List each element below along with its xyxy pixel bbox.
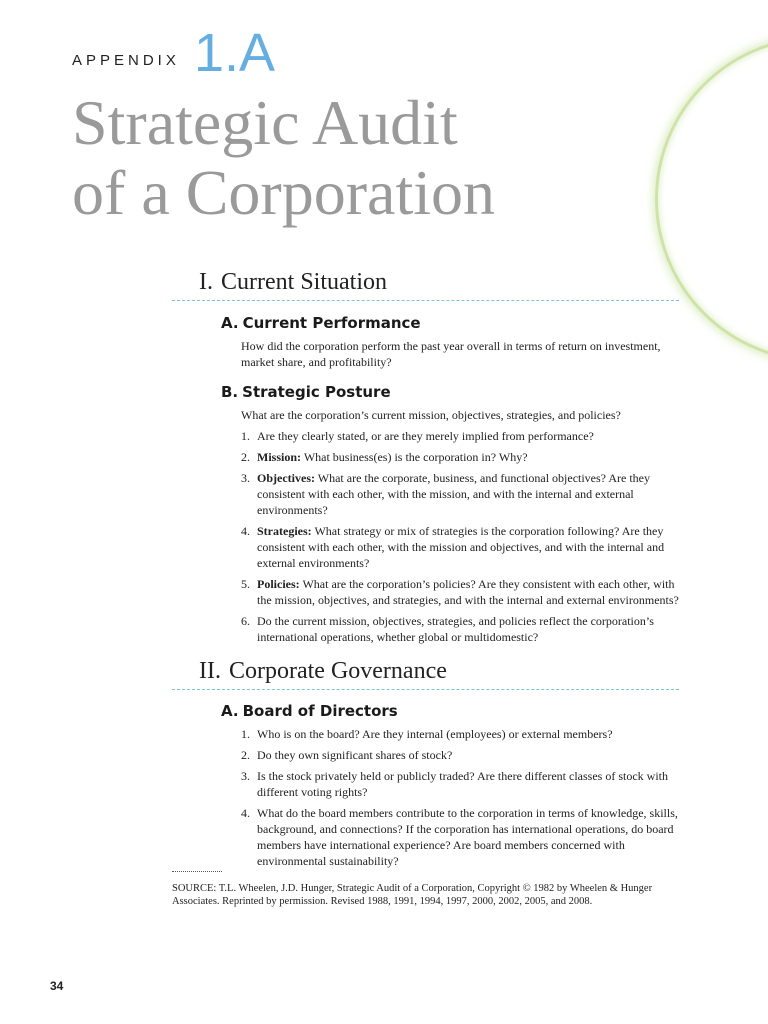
appendix-number: 1.A xyxy=(194,23,276,83)
list-item xyxy=(241,747,679,763)
subsection-letter: A. xyxy=(221,314,239,332)
list-item xyxy=(241,449,679,465)
item-text: What are the corporate, business, and functional objectives? Are they consistent with each other, with the mission, and with the internal and external environments? xyxy=(257,471,650,517)
page-title xyxy=(72,88,495,228)
appendix-label: APPENDIX xyxy=(72,52,180,69)
strategic-posture-intro: What are the corporation’s current mission, objectives, strategies, and policies? xyxy=(241,408,621,422)
item-number: 6. xyxy=(241,614,250,628)
list-item xyxy=(241,768,679,800)
item-term: Objectives: xyxy=(257,471,315,485)
item-text: Are they clearly stated, or are they merely implied from performance? xyxy=(257,429,594,443)
subsection-letter: B. xyxy=(221,383,239,401)
item-term: Strategies: xyxy=(257,524,312,538)
item-number: 1. xyxy=(241,429,250,443)
footnote-divider xyxy=(172,871,222,872)
page-title-line-1: Strategic Audit xyxy=(72,87,458,158)
list-item xyxy=(241,613,679,645)
page-number: 34 xyxy=(50,979,64,993)
section-current-situation xyxy=(172,269,679,301)
section-title-text: Current Situation xyxy=(221,269,387,295)
subsection-title-text: Strategic Posture xyxy=(242,383,391,401)
item-text: Do the current mission, objectives, strategies, and policies reflect the corporation’s international operations, whether global or multidomestic? xyxy=(257,614,654,644)
item-number: 3. xyxy=(241,769,250,783)
decorative-circle xyxy=(655,36,768,362)
item-text: Who is on the board? Are they internal (employees) or external members? xyxy=(257,727,613,741)
item-term: Mission: xyxy=(257,450,302,464)
item-text: Is the stock privately held or publicly traded? Are there different classes of stock with different voting rights? xyxy=(257,769,668,799)
section-numeral: II. xyxy=(199,658,221,684)
item-number: 2. xyxy=(241,748,250,762)
strategic-posture-list xyxy=(241,428,679,650)
item-number: 1. xyxy=(241,727,250,741)
subsection-letter: A. xyxy=(221,702,239,720)
list-item xyxy=(241,576,679,608)
item-text: What are the corporation’s policies? Are they consistent with each other, with the mission, objectives, and strategies, and with the internal and external environments? xyxy=(257,577,679,607)
board-of-directors-list xyxy=(241,726,679,874)
item-text: Do they own significant shares of stock? xyxy=(257,748,453,762)
item-number: 2. xyxy=(241,450,250,464)
list-item xyxy=(241,805,679,869)
subsection-board-of-directors xyxy=(221,702,398,720)
item-number: 3. xyxy=(241,471,250,485)
item-text: What business(es) is the corporation in? Why? xyxy=(303,450,528,464)
page-title-line-2: of a Corporation xyxy=(72,157,495,228)
item-text: What strategy or mix of strategies is the corporation following? Are they consistent with each other, with the mission and objectives, and with the internal and external environments? xyxy=(257,524,665,570)
list-item xyxy=(241,726,679,742)
source-footnote: SOURCE: T.L. Wheelen, J.D. Hunger, Strategic Audit of a Corporation, Copyright © 1982 by Wheelen & Hunger Associates. Reprinted by permission. Revised 1988, 1991, 1994, 1997, 2000, 2002, 2005, and 2008. xyxy=(172,883,653,907)
item-term: Policies: xyxy=(257,577,300,591)
item-number: 5. xyxy=(241,577,250,591)
item-number: 4. xyxy=(241,524,250,538)
list-item xyxy=(241,428,679,444)
item-number: 4. xyxy=(241,806,250,820)
section-corporate-governance xyxy=(172,658,679,690)
subsection-current-performance xyxy=(221,314,421,332)
subsection-title-text: Current Performance xyxy=(242,314,421,332)
current-performance-question: How did the corporation perform the past year overall in terms of return on investment, market share, and profitability? xyxy=(241,339,661,369)
item-text: What do the board members contribute to the corporation in terms of knowledge, skills, background, and connections? If the corporation has international operations, do board members have international experience? Are board members concerned with environmental sustainability? xyxy=(257,806,678,868)
list-item xyxy=(241,523,679,571)
subsection-title-text: Board of Directors xyxy=(242,702,398,720)
section-numeral: I. xyxy=(199,269,213,295)
subsection-strategic-posture xyxy=(221,383,391,401)
list-item xyxy=(241,470,679,518)
section-title-text: Corporate Governance xyxy=(228,658,447,684)
